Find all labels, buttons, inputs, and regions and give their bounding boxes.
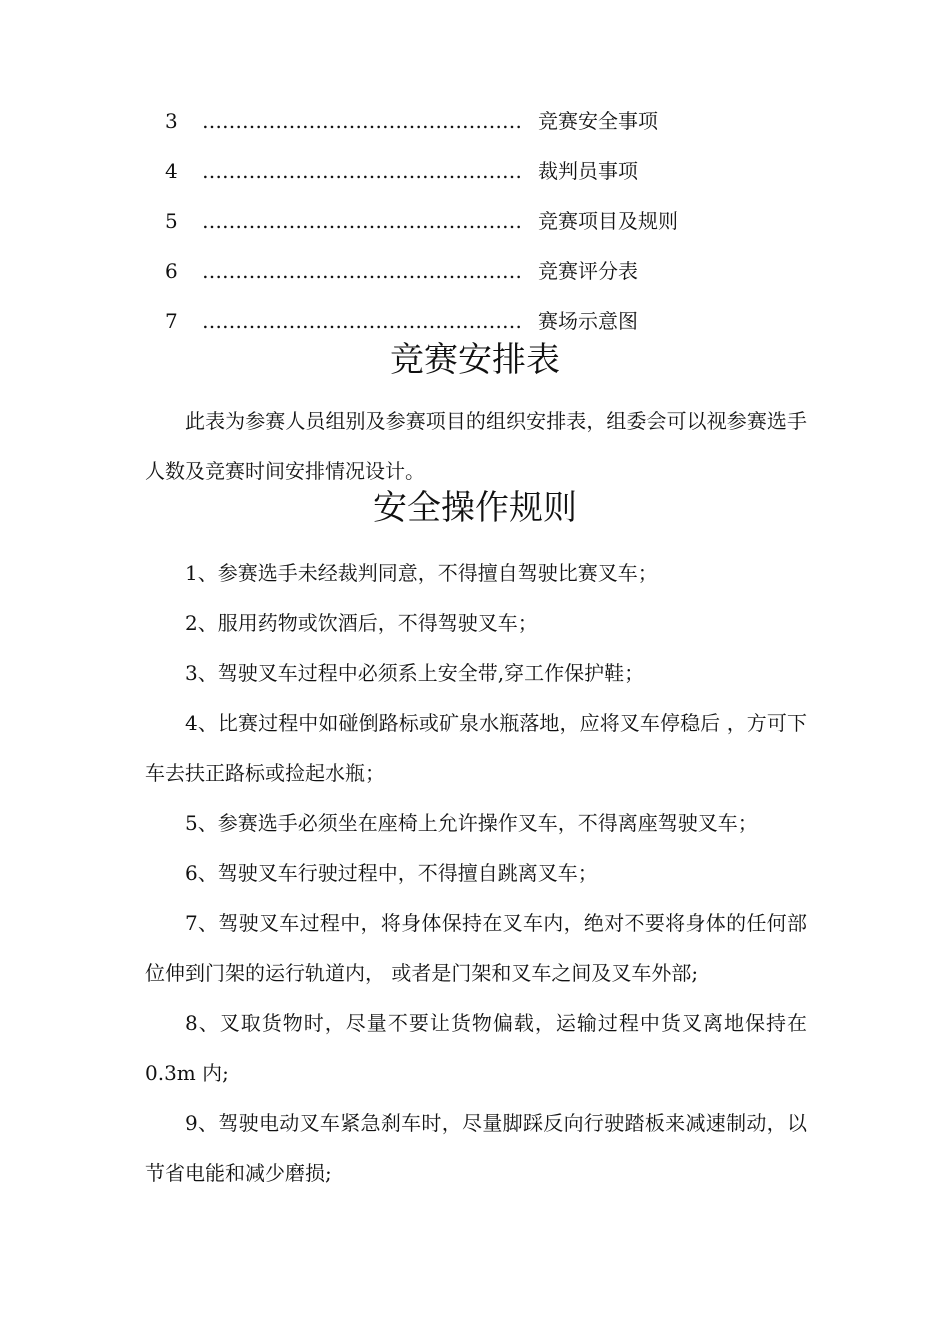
toc-item-leader: ………………………………………… <box>202 259 522 283</box>
safety-rule: 3、驾驶叉车过程中必须系上安全带,穿工作保护鞋； <box>185 661 645 685</box>
safety-rule: 5、参赛选手必须坐在座椅上允许操作叉车，不得离座驾驶叉车； <box>185 811 758 835</box>
toc-item <box>0 246 950 296</box>
safety-rules-list <box>145 548 807 1198</box>
safety-rule: 2、服用药物或饮酒后，不得驾驶叉车； <box>185 611 538 635</box>
toc-item <box>0 96 950 146</box>
toc-item-leader: ………………………………………… <box>202 109 522 133</box>
toc-item-number: 5 <box>165 209 178 233</box>
safety-section-title: 安全操作规则 <box>373 488 577 528</box>
toc-item-leader: ………………………………………… <box>202 309 522 333</box>
toc-item-leader: ………………………………………… <box>202 159 522 183</box>
toc-item <box>0 146 950 196</box>
schedule-section-body: 此表为参赛人员组别及参赛项目的组织安排表，组委会可以视参赛选手人数及竞赛时间安排情况设计。 <box>145 409 807 483</box>
safety-rule: 1、参赛选手未经裁判同意，不得擅自驾驶比赛叉车； <box>185 561 658 585</box>
toc-item-label: 裁判员事项 <box>538 159 638 183</box>
safety-rule: 6、驾驶叉车行驶过程中，不得擅自跳离叉车； <box>185 861 598 885</box>
safety-rule: 4、比赛过程中如碰倒路标或矿泉水瓶落地，应将叉车停稳后 ，方可下车去扶正路标或捡起水瓶； <box>145 711 807 785</box>
safety-rule: 8、叉取货物时，尽量不要让货物偏载，运输过程中货叉离地保持在 0.3m 内; <box>145 1011 807 1085</box>
toc-item-number: 3 <box>165 109 178 133</box>
toc-item-label: 竞赛安全事项 <box>538 109 658 133</box>
toc-item-number: 4 <box>165 159 178 183</box>
toc-item-number: 6 <box>165 259 178 283</box>
toc-item-number: 7 <box>165 309 178 333</box>
toc-item-label: 竞赛项目及规则 <box>538 209 678 233</box>
toc-item-leader: ………………………………………… <box>202 209 522 233</box>
table-of-contents <box>0 96 950 346</box>
toc-item-label: 赛场示意图 <box>538 309 638 333</box>
safety-rule: 7、驾驶叉车过程中，将身体保持在叉车内，绝对不要将身体的任何部位伸到门架的运行轨道内， 或者是门架和叉车之间及叉车外部; <box>145 911 807 985</box>
toc-item-label: 竞赛评分表 <box>538 259 638 283</box>
safety-rule: 9、驾驶电动叉车紧急刹车时，尽量脚踩反向行驶踏板来减速制动，以节省电能和减少磨损; <box>145 1111 807 1185</box>
schedule-section-title: 竞赛安排表 <box>390 340 560 380</box>
toc-item <box>0 196 950 246</box>
